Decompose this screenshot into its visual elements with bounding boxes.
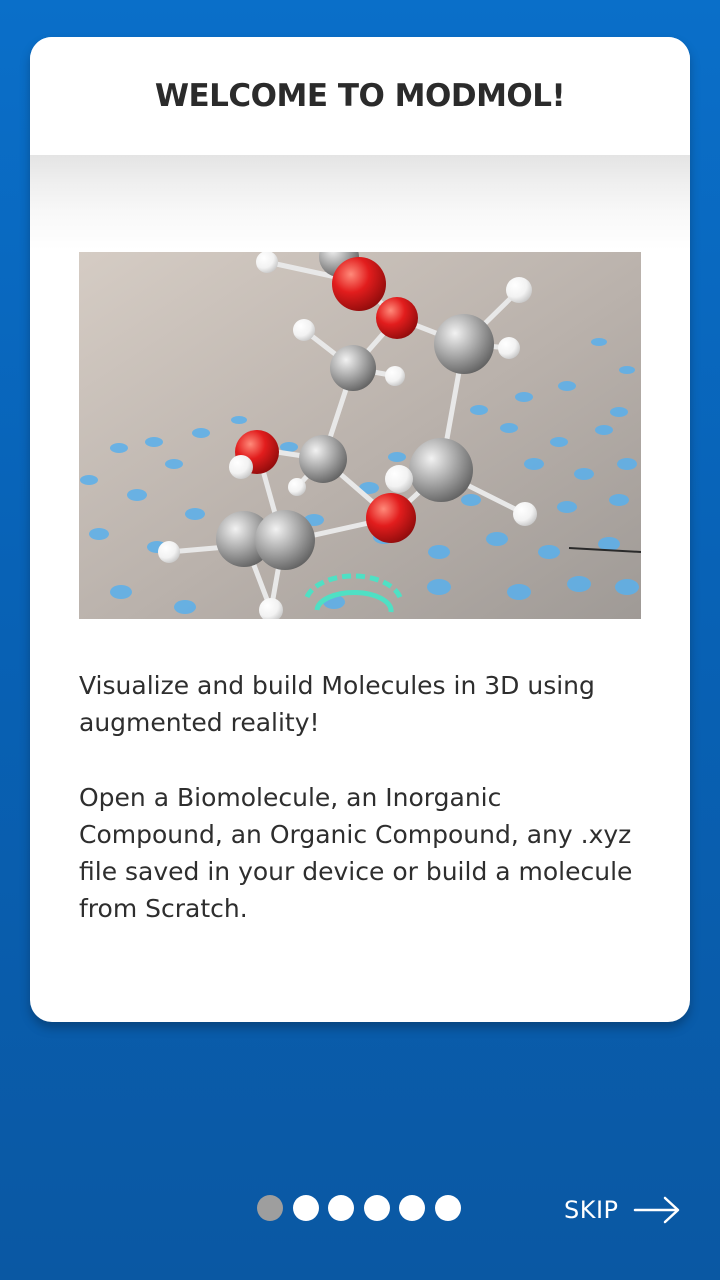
page-indicator	[257, 1195, 461, 1221]
skip-button[interactable]	[564, 1190, 681, 1230]
page-dot-6[interactable]	[435, 1195, 461, 1221]
skip-label: SKIP	[564, 1196, 619, 1224]
page-dot-5[interactable]	[399, 1195, 425, 1221]
page-dot-1[interactable]	[257, 1195, 283, 1221]
page-dot-3[interactable]	[328, 1195, 354, 1221]
molecule-ar-illustration	[79, 252, 641, 619]
welcome-card	[30, 37, 690, 1022]
intro-paragraph: Visualize and build Molecules in 3D using augmented reality!	[79, 671, 595, 737]
arrow-right-icon	[633, 1194, 681, 1226]
page-dot-2[interactable]	[293, 1195, 319, 1221]
page-title: WELCOME TO MODMOL!	[154, 78, 566, 114]
card-header	[30, 37, 690, 155]
page-dot-4[interactable]	[364, 1195, 390, 1221]
options-paragraph: Open a Biomolecule, an Inorganic Compound, an Organic Compound, any .xyz file saved in your device or build a molecule from Scratch.	[79, 783, 633, 923]
header-shadow	[30, 155, 690, 250]
